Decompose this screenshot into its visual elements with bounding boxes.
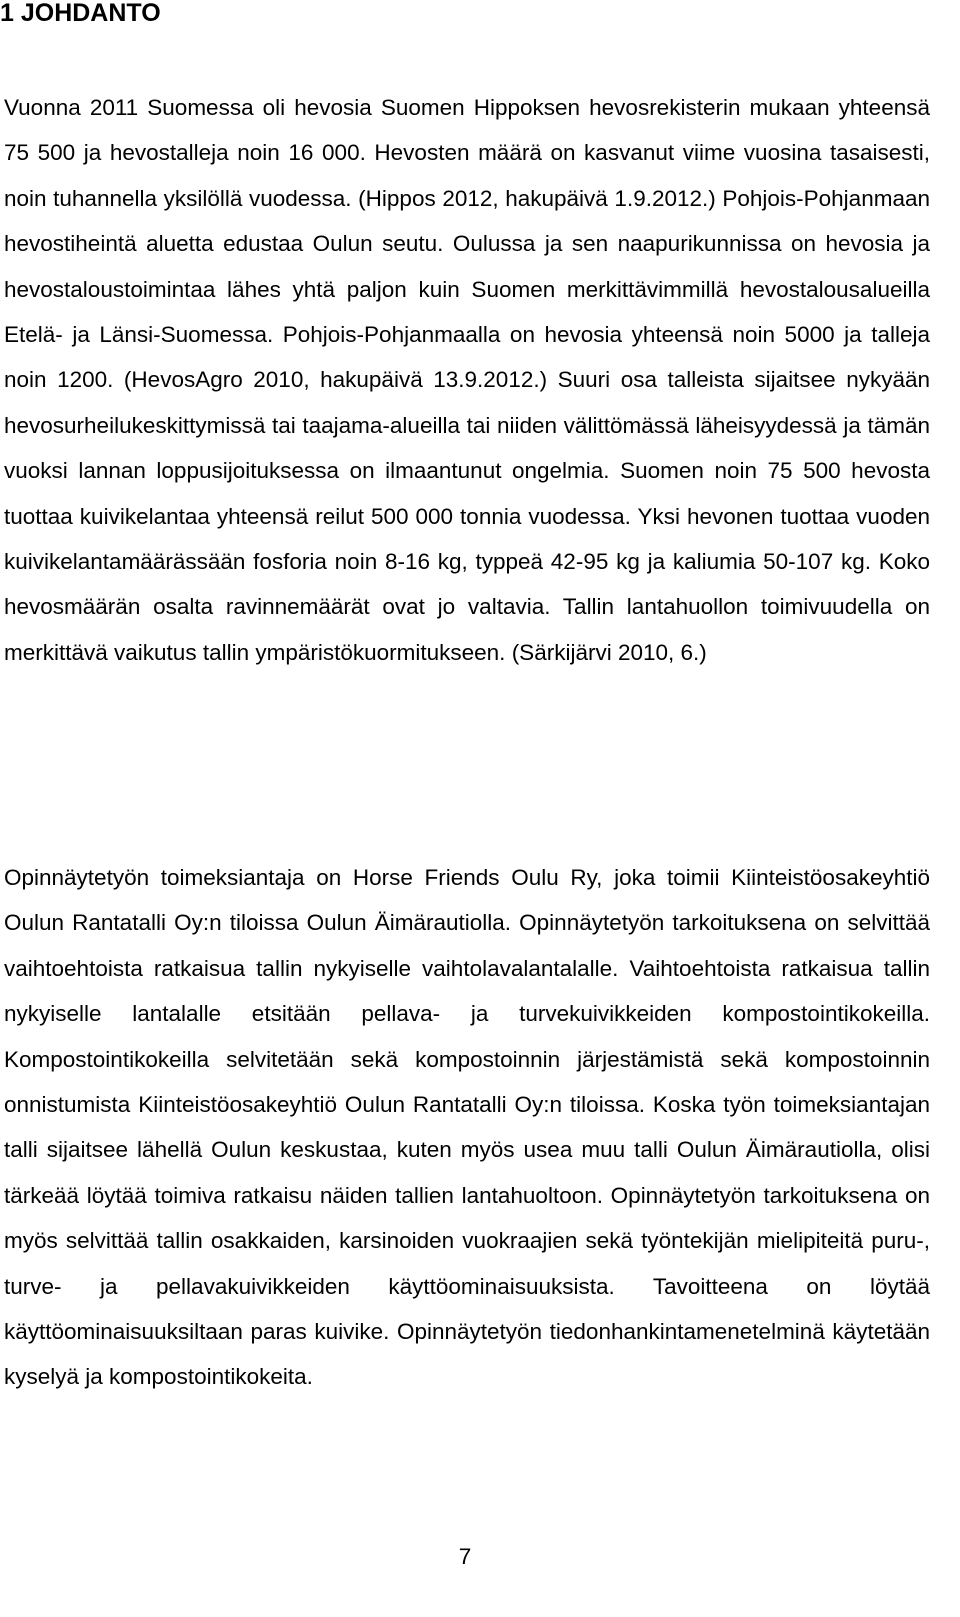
paragraph-commission: Opinnäytetyön toimeksiantaja on Horse Friends Oulu Ry, joka toimii Kiinteistöosakeyhtiö Oulun Rantatalli Oy:n tiloissa Oulun Äimärautiolla. Opinnäytetyön tarkoituksena on selvittää vaihtoehtoista ratkaisua tallin nykyiselle vaihtolavalantalalle. Vaihtoehtoista ratkaisua tallin nykyiselle lantalalle etsitään pellava- ja turvekuivikkeiden kompostointikokeilla. Kompostointikokeilla selvitetään sekä kompostoinnin järjestämistä sekä kompostoinnin onnistumista Kiinteistöosakeyhtiö Oulun Rantatalli Oy:n tiloissa. Koska työn toimeksiantajan talli sijaitsee lähellä Oulun keskustaa, kuten myös usea muu talli Oulun Äimärautiolla, olisi tärkeää löytää toimiva ratkaisu näiden tallien lantahuoltoon. Opinnäytetyön tarkoituksena on myös selvittää tallin osakkaiden, karsinoiden vuokraajien sekä työntekijän mielipiteitä puru-, turve- ja pellavakuivikkeiden käyttöominaisuuksista. Tavoitteena on löytää käyttöominaisuuksiltaan paras kuivike. Opinnäytetyön tiedonhankintamenetelminä käytetään kyselyä ja kompostointikokeita. — [4, 865, 930, 1390]
paragraph-intro: Vuonna 2011 Suomessa oli hevosia Suomen Hippoksen hevosrekisterin mukaan yhteensä 75 500 ja hevostalleja noin 16 000. Hevosten määrä on kasvanut viime vuosina tasaisesti, noin tuhannella yksilöllä vuodessa. (Hippos 2012, hakupäivä 1.9.2012.) Pohjois-Pohjanmaan hevostiheintä aluetta edustaa Oulun seutu. Oulussa ja sen naapurikunnissa on hevosia ja hevostaloustoimintaa lähes yhtä paljon kuin Suomen merkittävimmillä hevostalousalueilla Etelä- ja Länsi-Suomessa. Pohjois-Pohjanmaalla on hevosia yhteensä noin 5000 ja talleja noin 1200. (HevosAgro 2010, hakupäivä 13.9.2012.) Suuri osa talleista sijaitsee nykyään hevosurheilukeskittymissä tai taajama-alueilla tai niiden välittömässä läheisyydessä ja tämän vuoksi lannan loppusijoituksessa on ilmaantunut ongelmia. Suomen noin 75 500 hevosta tuottaa kuivikelantaa yhteensä reilut 500 000 tonnia vuodessa. Yksi hevonen tuottaa vuoden kuivikelantamäärässään fosforia noin 8-16 kg, typpeä 42-95 kg ja kaliumia 50-107 kg. Koko hevosmäärän osalta ravinnemäärät ovat jo valtavia. Tallin lantahuollon toimivuudella on merkittävä vaikutus tallin ympäristökuormitukseen. (Särkijärvi 2010, 6.) — [4, 95, 930, 665]
chapter-heading: 1 JOHDANTO — [0, 0, 161, 27]
page-number: 7 — [458, 1544, 472, 1569]
